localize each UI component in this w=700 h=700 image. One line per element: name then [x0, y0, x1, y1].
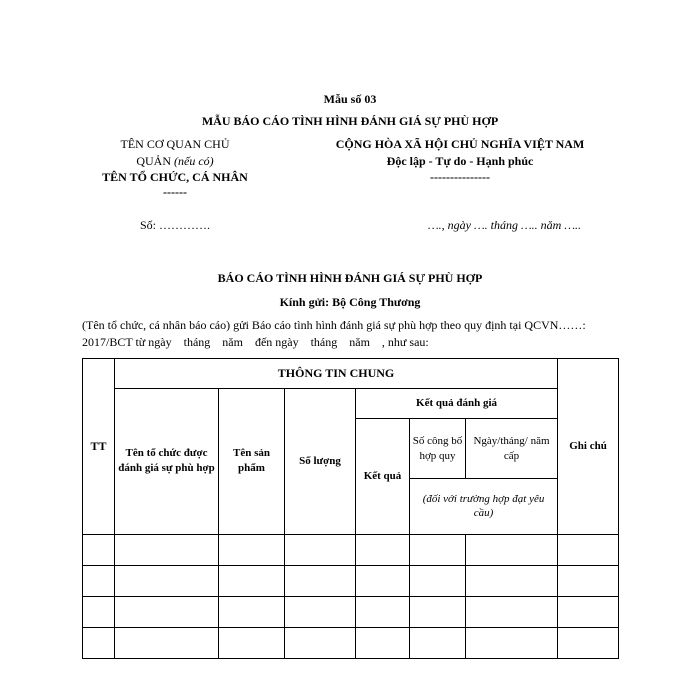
col-header-notes: Ghi chú: [558, 359, 619, 535]
col-header-cert-no: Số công bố hợp quy: [410, 419, 466, 479]
agency-line2: [85, 154, 265, 169]
country-name: CỘNG HÒA XÃ HỘI CHỦ NGHĨA VIỆT NAM: [335, 137, 585, 151]
report-intro-line1: (Tên tổ chức, cá nhân báo cáo) gửi Báo cáo tình hình đánh giá sự phù hợp theo quy định tại QCVN……:: [82, 318, 586, 332]
table-row: [83, 534, 619, 565]
col-header-result: Kết quả: [356, 419, 410, 534]
form-number: Mẫu số 03: [323, 92, 377, 106]
left-divider: ------: [163, 185, 187, 199]
table-row: [83, 565, 619, 596]
report-title: BÁO CÁO TÌNH HÌNH ĐÁNH GIÁ SỰ PHÙ HỢP: [217, 271, 483, 285]
group-header-general-info: THÔNG TIN CHUNG: [115, 359, 558, 389]
col-header-org: Tên tổ chức được đánh giá sự phù hợp: [115, 389, 219, 534]
table-row: [83, 596, 619, 627]
note-conforming-cases: (đối với trường hợp đạt yêu cầu): [410, 479, 558, 534]
col-header-product: Tên sản phẩm: [219, 389, 285, 534]
org-name: TÊN TỔ CHỨC, CÁ NHÂN: [102, 170, 248, 184]
date-line: …., ngày …. tháng ….. năm …..: [428, 218, 582, 232]
right-divider: ---------------: [430, 170, 490, 184]
table-row: [83, 627, 619, 658]
agency-line2-note: (nếu có): [174, 154, 214, 168]
report-table: [82, 358, 619, 659]
report-intro-line2: 2017/BCT từ ngày tháng năm đến ngày tháng năm , như sau:: [82, 335, 429, 349]
col-header-issue-date: Ngày/tháng/ năm cấp: [466, 419, 558, 479]
agency-line2-text: QUẢN: [136, 154, 174, 168]
document-number: Số: ………….: [140, 218, 211, 232]
form-title: MẪU BÁO CÁO TÌNH HÌNH ĐÁNH GIÁ SỰ PHÙ HỢP: [201, 114, 499, 128]
national-motto: Độc lập - Tự do - Hạnh phúc: [386, 154, 534, 168]
agency-line1: TÊN CƠ QUAN CHỦ: [120, 137, 230, 151]
col-header-tt: TT: [83, 359, 115, 535]
col-header-quantity: Số lượng: [285, 389, 356, 534]
report-addressee: Kính gửi: Bộ Công Thương: [279, 295, 421, 309]
group-header-result: Kết quả đánh giá: [356, 389, 558, 419]
